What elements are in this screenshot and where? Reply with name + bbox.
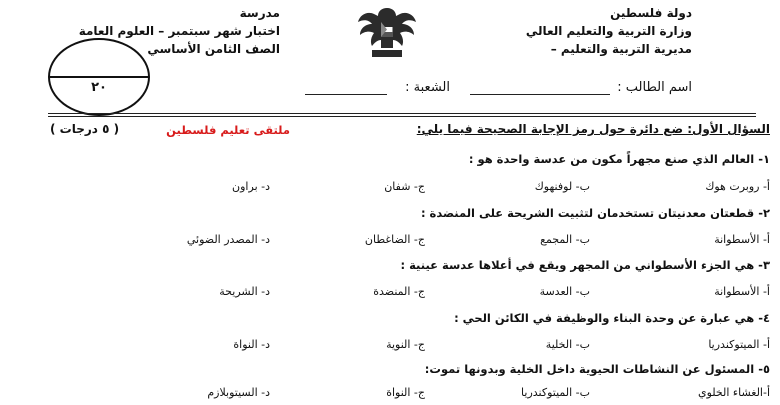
option-1c[interactable]: ج- شفان (384, 180, 425, 193)
question-title: السؤال الأول: ضع دائرة حول رمز الإجابة الصحيحة فيما يلي: (416, 122, 770, 136)
question-item-2: ٢- قطعتان معدنيتان تستخدمان لتثبيت الشريحة على المنضدة : (420, 206, 770, 220)
option-2c[interactable]: ج- الضاغطان (364, 233, 425, 246)
option-3a[interactable]: أ- الأسطوانة (714, 285, 770, 298)
option-4d[interactable]: د- النواة (233, 338, 270, 351)
header-state: دولة فلسطين (610, 6, 692, 20)
separator-bottom (48, 116, 756, 117)
score-value: ٢٠ (91, 80, 107, 95)
option-2b[interactable]: ب- المجمع (540, 233, 590, 246)
option-3b[interactable]: ب- العدسة (539, 285, 590, 298)
header-directorate: مديرية التربية والتعليم – (550, 42, 692, 56)
header-grade: الصف الثامن الأساسي (147, 42, 280, 56)
option-5b[interactable]: ب- الميتوكندريا (521, 386, 590, 399)
score-box (48, 38, 150, 116)
score-divider (50, 76, 148, 78)
header-school: مدرسة (239, 6, 280, 20)
option-5a[interactable]: أ-الغشاء الخلوي (697, 386, 770, 399)
question-item-4: ٤- هي عبارة عن وحدة البناء والوظيفة في الكائن الحي : (454, 311, 770, 325)
option-4c[interactable]: ج- النوية (386, 338, 425, 351)
header-ministry: وزارة التربية والتعليم العالي (525, 24, 692, 38)
option-5d[interactable]: د- السيتوبلازم (207, 386, 270, 399)
option-3c[interactable]: ج- المنضدة (373, 285, 425, 298)
option-3d[interactable]: د- الشريحة (219, 285, 270, 298)
question-item-3: ٣- هي الجزء الأسطواني من المجهر ويقع في أعلاها عدسة عينية : (400, 258, 770, 272)
option-1b[interactable]: ب- لوفنهوك (534, 180, 590, 193)
option-4b[interactable]: ب- الخلية (545, 338, 590, 351)
marks-label: ( ٥ درجات ) (50, 122, 120, 136)
student-name-field[interactable] (470, 94, 610, 95)
source-label: ملتقى تعليم فلسطين (166, 123, 290, 137)
question-item-5: ٥- المسئول عن النشاطات الحيوية داخل الخلية وبدونها تموت: (424, 362, 770, 376)
separator-top (48, 113, 756, 114)
option-4a[interactable]: أ- الميتوكندريا (708, 338, 770, 351)
student-name-label: اسم الطالب : (617, 80, 692, 95)
header-exam-title: اختبار شهر سبتمبر – العلوم العامة (78, 24, 280, 38)
option-2a[interactable]: أ- الأسطوانة (714, 233, 770, 246)
question-item-1: ١- العالم الذي صنع مجهراً مكون من عدسة واحدة هو : (468, 152, 770, 166)
option-2d[interactable]: د- المصدر الضوئي (186, 233, 270, 246)
option-5c[interactable]: ج- النواة (386, 386, 425, 399)
option-1a[interactable]: أ- روبرت هوك (705, 180, 770, 193)
palestine-emblem-icon (354, 2, 420, 62)
option-1d[interactable]: د- براون (232, 180, 270, 193)
section-field[interactable] (305, 94, 387, 95)
section-label: الشعبة : (405, 80, 450, 95)
